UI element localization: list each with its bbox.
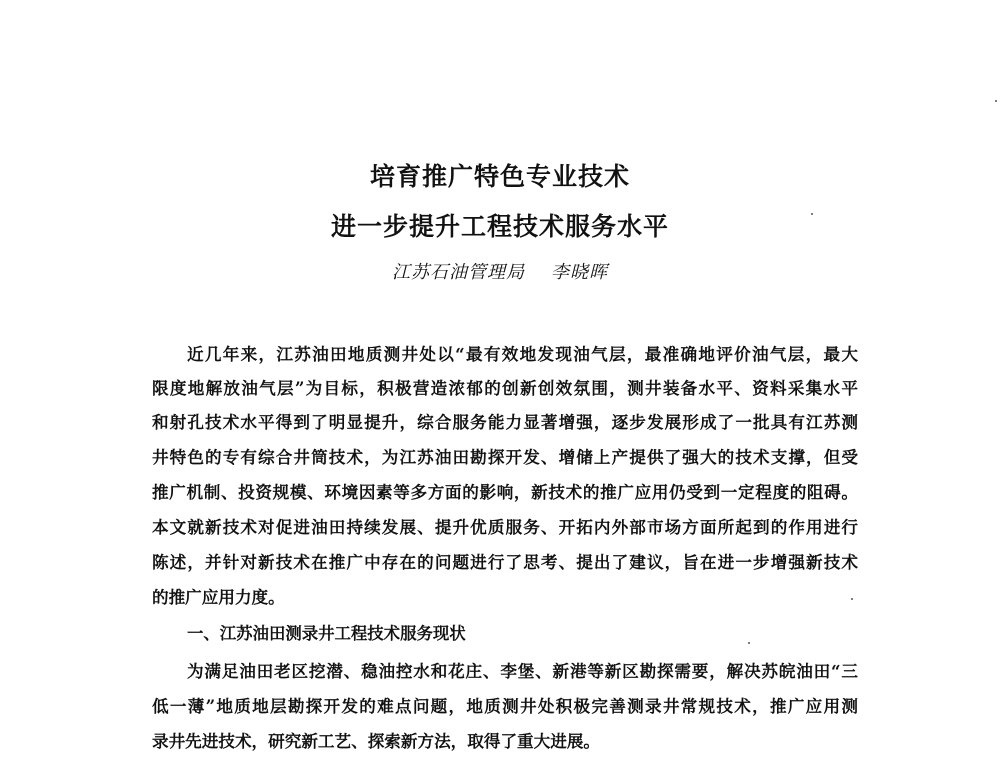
section-1-heading: 一、江苏油田测录井工程技术服务现状: [187, 624, 466, 643]
article-title-line-2: 进一步提升工程技术服务水平: [330, 212, 669, 241]
paragraph-1-line-7: 陈述，并针对新技术在推广中存在的问题进行了思考、提出了建议，旨在进一步增强新技术: [152, 552, 858, 572]
article-title-line-1: 培育推广特色专业技术: [369, 162, 630, 191]
paragraph-2-line-1: 为满足油田老区挖潜、稳油控水和花庄、李堡、新港等新区勘探需要，解决苏皖油田“三: [187, 661, 858, 681]
author-affiliation: 江苏石油管理局: [392, 262, 525, 283]
paragraph-1-line-1: 近几年来，江苏油田地质测井处以“最有效地发现油气层，最准确地评价油气层，最大: [187, 344, 858, 364]
paragraph-1-line-8: 的推广应用力度。: [152, 587, 285, 607]
paragraph-2-line-3: 录井先进技术，研究新工艺、探索新方法，取得了重大进展。: [152, 731, 601, 751]
scan-speck: [995, 100, 997, 102]
paragraph-1-line-3: 和射孔技术水平得到了明显提升，综合服务能力显著增强，逐步发展形成了一批具有江苏测: [152, 412, 858, 432]
scan-speck: [748, 642, 750, 644]
paragraph-2-line-2: 低一薄”地质地层勘探开发的难点问题，地质测井处积极完善测录井常规技术，推广应用测: [152, 696, 858, 716]
paragraph-1-line-4: 井特色的专有综合井筒技术，为江苏油田勘探开发、增储上产提供了强大的技术支撑，但受: [152, 447, 858, 467]
paragraph-1-line-6: 本文就新技术对促进油田持续发展、提升优质服务、开拓内外部市场方面所起到的作用进行: [152, 517, 858, 537]
byline: [0, 260, 1000, 286]
paragraph-1-line-2: 限度地解放油气层”为目标，积极营造浓郁的创新创效氛围，测井装备水平、资料采集水平: [152, 378, 858, 398]
paragraph-1-line-5: 推广机制、投资规模、环境因素等多方面的影响，新技术的推广应用仍受到一定程度的阻碍。: [152, 482, 858, 502]
scan-speck: [811, 213, 813, 215]
scan-speck: [851, 598, 853, 600]
author-name: 李晓晖: [551, 262, 608, 283]
